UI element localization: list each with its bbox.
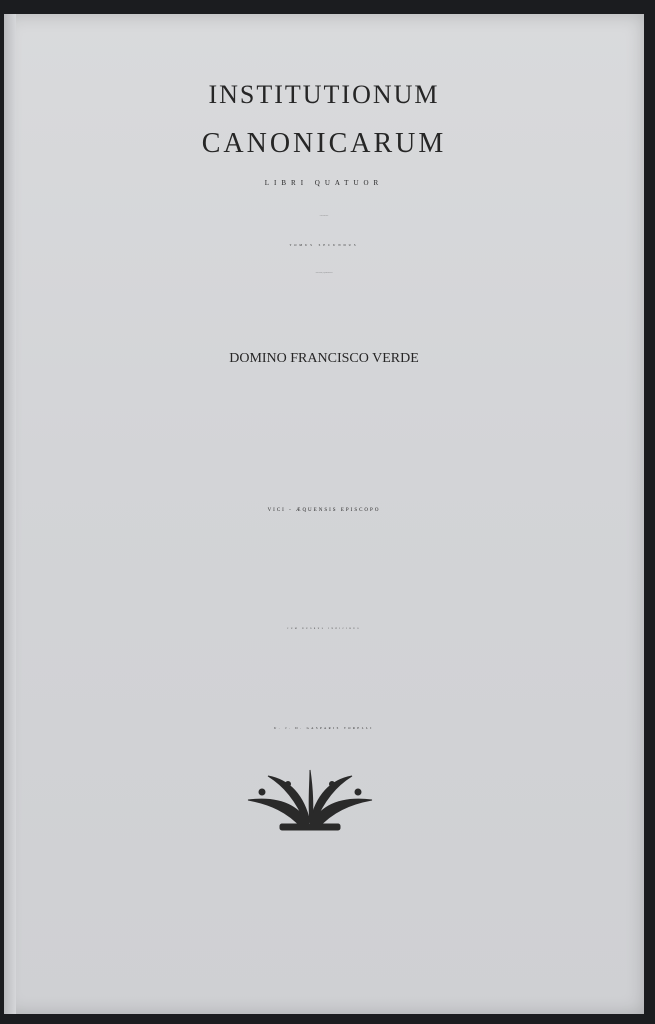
- author-name: DOMINO FRANCISCO VERDE: [229, 351, 419, 366]
- page-gutter: [4, 14, 16, 1014]
- indicibus-heading: CUM DUOBUS INDICIBUS: [287, 628, 361, 630]
- tomos-line: In duos Tomos divisi: [319, 216, 329, 217]
- title-line-2: CANONICARUM: [201, 128, 447, 159]
- librum-line: Librum Tertium , & Quartum complectens: [315, 273, 333, 274]
- vici-heading: VICI - ÆQUENSIS EPISCOPO: [267, 508, 381, 513]
- title-line-1: INSTITUTIONUM: [208, 80, 440, 109]
- title-line-3: LIBRI QUATUOR: [264, 179, 384, 187]
- editor-name: U. J. D. GASPARIS TORELLI: [274, 726, 374, 730]
- tomus-heading: TOMUS SECUNDUS: [289, 243, 359, 247]
- printer-ornament: [240, 766, 380, 836]
- title-page: [4, 14, 644, 1014]
